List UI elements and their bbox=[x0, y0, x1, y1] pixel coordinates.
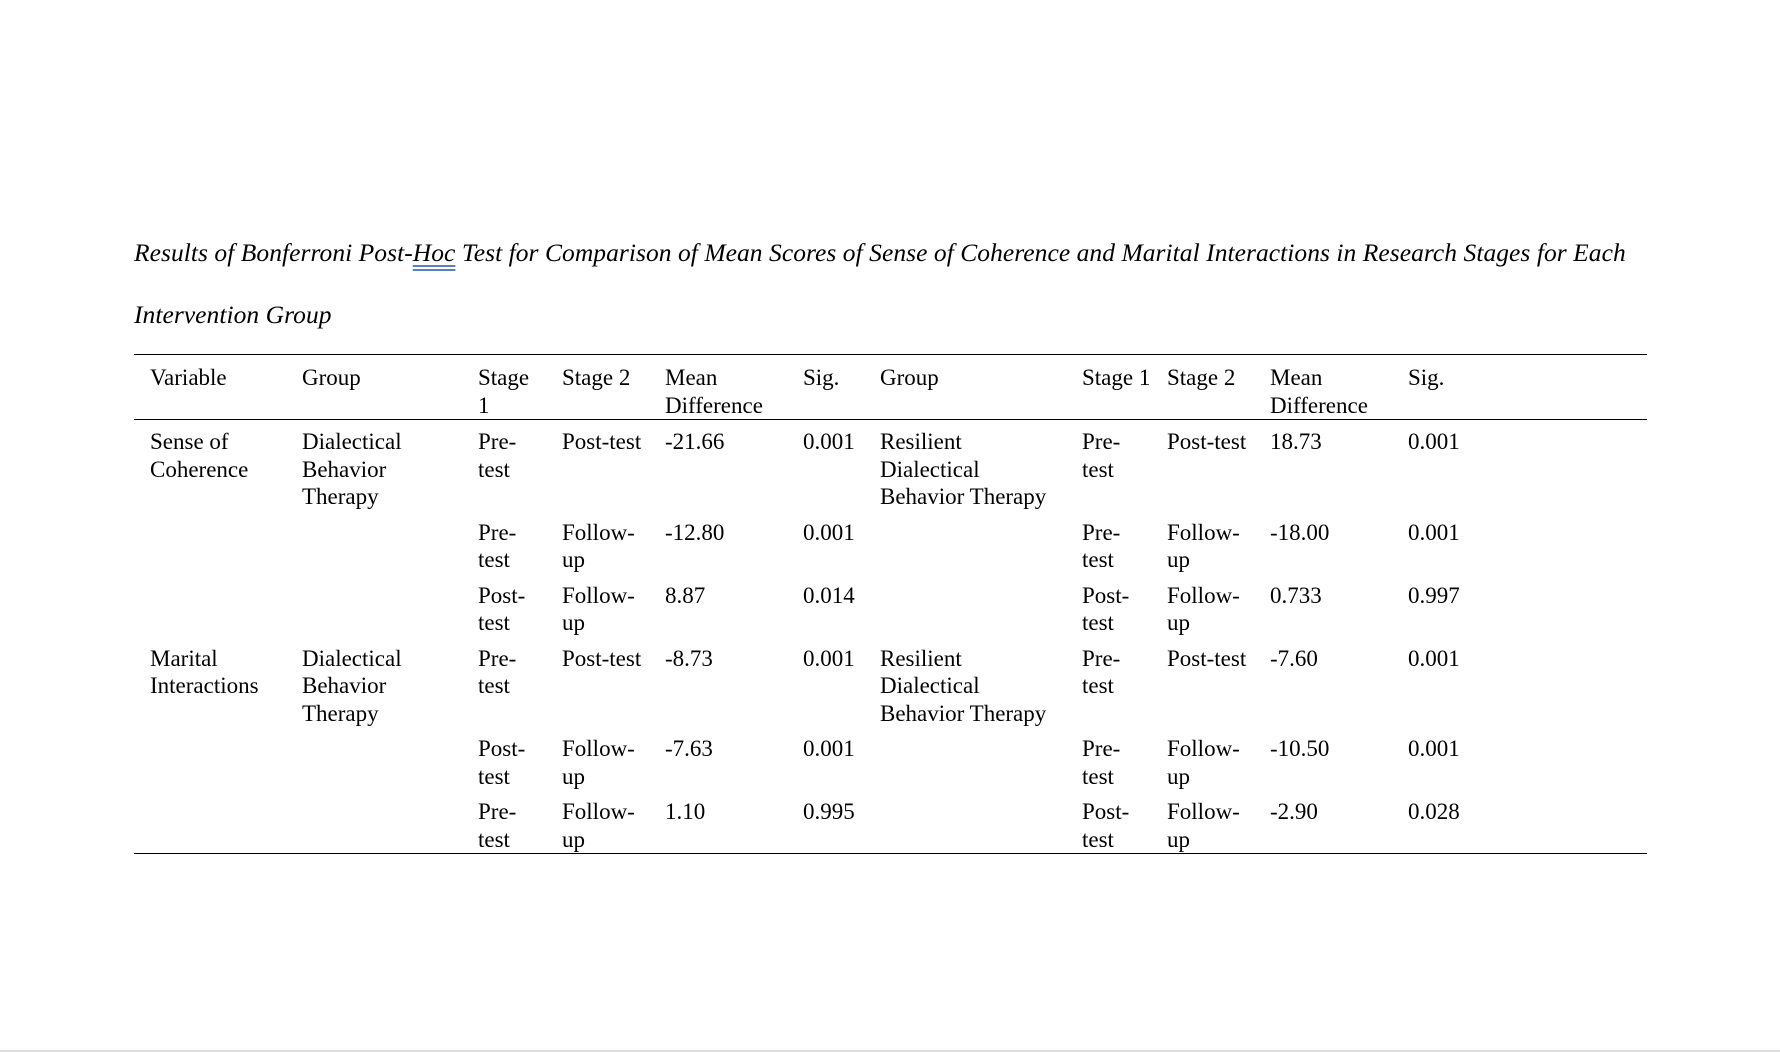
cell-sig-2: 0.997 bbox=[1408, 582, 1460, 608]
cell-group-2 bbox=[864, 511, 1066, 574]
cell-stage-1-2: Pre-test bbox=[1082, 429, 1121, 482]
cell-mean-difference: 8.87 bbox=[665, 582, 706, 608]
cell-stage-1: Pre-test bbox=[478, 429, 517, 482]
cell-mean-difference: -7.63 bbox=[665, 736, 713, 761]
cell-stage-1-2: Post-test bbox=[1082, 582, 1130, 635]
cell-sig: 0.001 bbox=[803, 736, 855, 761]
cell-stage-1: Pre-test bbox=[462, 790, 546, 854]
cell-sig: 0.995 bbox=[787, 790, 864, 854]
cell-sig-2: 0.028 bbox=[1392, 790, 1647, 854]
cell-mean-difference: -12.80 bbox=[665, 519, 725, 545]
cell-group bbox=[286, 574, 462, 637]
cell-group-2 bbox=[864, 574, 1066, 637]
cell-sig-2: 0.001 bbox=[1408, 429, 1460, 454]
cell-group-2: Resilient Dialectical Behavior Therapy bbox=[880, 429, 1047, 509]
cell-stage-2: Post-test bbox=[562, 429, 642, 454]
cell-stage-1-2: Post-test bbox=[1066, 790, 1151, 854]
cell-sig-2: 0.001 bbox=[1408, 645, 1460, 671]
table-caption bbox=[134, 222, 1654, 346]
cell-group bbox=[286, 727, 462, 790]
cell-stage-2: Follow-up bbox=[562, 582, 635, 635]
cell-stage-1-2: Pre-test bbox=[1082, 519, 1121, 572]
cell-stage-2: Follow-up bbox=[562, 736, 635, 789]
table-body bbox=[134, 420, 1647, 854]
header-group-2: Group bbox=[864, 355, 1066, 420]
cell-stage-2: Follow-up bbox=[562, 519, 635, 572]
header-variable: Variable bbox=[134, 355, 286, 420]
header-stage-2: Stage 2 bbox=[546, 355, 649, 420]
cell-mean-difference-2: 18.73 bbox=[1270, 429, 1322, 454]
table-row bbox=[134, 574, 1647, 637]
cell-variable bbox=[134, 790, 286, 854]
cell-stage-2: Post-test bbox=[562, 645, 642, 671]
table-row bbox=[134, 790, 1647, 854]
cell-variable bbox=[134, 511, 286, 574]
cell-variable: Sense of Coherence bbox=[150, 429, 249, 482]
table-row bbox=[134, 511, 1647, 574]
cell-sig-2: 0.001 bbox=[1408, 519, 1460, 545]
header-stage-1: Stage 1 bbox=[462, 355, 546, 420]
table-header-row bbox=[134, 355, 1647, 420]
cell-variable: Marital Interactions bbox=[150, 645, 259, 698]
cell-stage-2-2: Follow-up bbox=[1151, 790, 1254, 854]
header-stage-1-2: Stage 1 bbox=[1066, 355, 1151, 420]
cell-mean-difference-2: -18.00 bbox=[1270, 519, 1330, 545]
caption-text-hoc: Hoc bbox=[412, 238, 456, 267]
cell-mean-difference: -21.66 bbox=[665, 429, 725, 454]
cell-group bbox=[286, 511, 462, 574]
cell-group: Dialectical Behavior Therapy bbox=[302, 645, 402, 726]
cell-mean-difference-2: -7.60 bbox=[1270, 645, 1318, 671]
cell-sig: 0.001 bbox=[803, 645, 855, 671]
cell-stage-1: Pre-test bbox=[478, 645, 517, 698]
cell-mean-difference: -8.73 bbox=[665, 645, 713, 671]
cell-mean-difference-2: 0.733 bbox=[1270, 582, 1322, 608]
cell-sig: 0.001 bbox=[803, 519, 855, 545]
table-row bbox=[134, 420, 1647, 511]
header-sig-2: Sig. bbox=[1392, 355, 1647, 420]
header-sig: Sig. bbox=[787, 355, 864, 420]
cell-stage-2: Follow-up bbox=[546, 790, 649, 854]
results-table bbox=[134, 354, 1647, 854]
cell-stage-1: Pre-test bbox=[478, 519, 517, 572]
cell-stage-2-2: Post-test bbox=[1167, 429, 1247, 454]
caption-text-start: Results of Bonferroni Post- bbox=[134, 238, 413, 267]
cell-sig: 0.014 bbox=[803, 582, 855, 608]
header-mean-difference-2: Mean Difference bbox=[1254, 355, 1392, 420]
cell-variable bbox=[134, 574, 286, 637]
cell-stage-1: Post-test bbox=[478, 736, 526, 789]
cell-group-2 bbox=[864, 790, 1066, 854]
cell-stage-2-2: Post-test bbox=[1167, 645, 1247, 671]
cell-stage-2-2: Follow-up bbox=[1167, 519, 1240, 572]
table-row bbox=[134, 727, 1647, 790]
cell-variable bbox=[134, 727, 286, 790]
header-group: Group bbox=[286, 355, 462, 420]
cell-sig: 0.001 bbox=[803, 429, 855, 454]
cell-stage-1-2: Pre-test bbox=[1082, 736, 1121, 789]
cell-stage-2-2: Follow-up bbox=[1167, 582, 1240, 635]
caption-text-end: Test for Comparison of Mean Scores of Sense of Coherence and Marital Interactions in Research Stages for Each Intervention Group bbox=[134, 238, 1626, 329]
cell-stage-2-2: Follow-up bbox=[1167, 736, 1240, 789]
cell-group bbox=[286, 790, 462, 854]
cell-sig-2: 0.001 bbox=[1408, 736, 1460, 761]
table-row bbox=[134, 637, 1647, 728]
cell-group-2: Resilient Dialectical Behavior Therapy bbox=[880, 645, 1047, 726]
cell-stage-1-2: Pre-test bbox=[1082, 645, 1121, 698]
cell-group-2 bbox=[864, 727, 1066, 790]
header-stage-2-2: Stage 2 bbox=[1151, 355, 1254, 420]
cell-group: Dialectical Behavior Therapy bbox=[302, 429, 402, 509]
cell-mean-difference-2: -10.50 bbox=[1270, 736, 1330, 761]
cell-mean-difference-2: -2.90 bbox=[1254, 790, 1392, 854]
cell-stage-1: Post-test bbox=[478, 582, 526, 635]
header-mean-difference: Mean Difference bbox=[649, 355, 787, 420]
cell-mean-difference: 1.10 bbox=[649, 790, 787, 854]
